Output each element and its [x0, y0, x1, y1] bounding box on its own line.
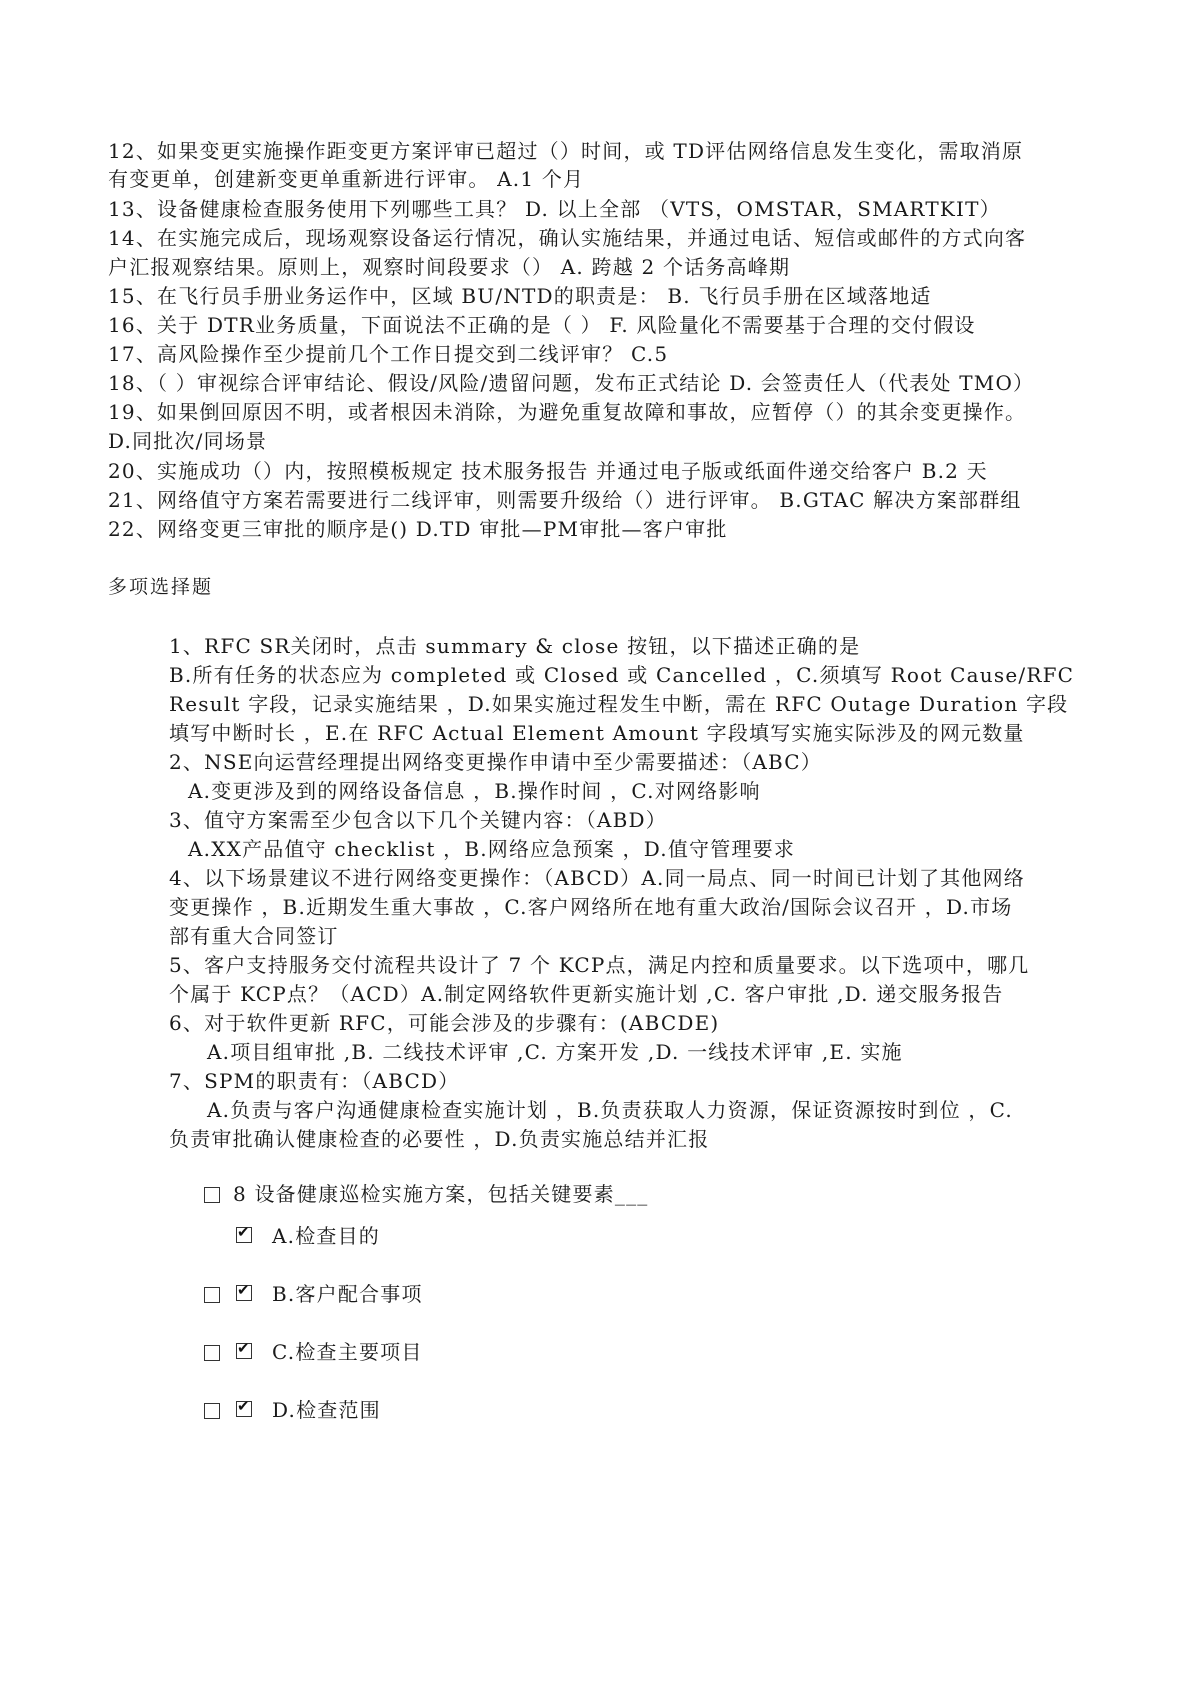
q18-line: 18、（ ）审视综合评审结论、假设/风险/遗留问题，发布正式结论 D. 会签责任人（代表处 TMO）	[108, 371, 1035, 395]
q13-line: 13、设备健康检查服务使用下列哪些工具？ D. 以上全部 （VTS，OMSTAR，SMARTKIT）	[108, 197, 1001, 221]
m1-line-2: B.所有任务的状态应为 completed 或 Closed 或 Cancelled ，C.须填写 Root Cause/RFC	[169, 663, 1075, 687]
m4-line-3: 部有重大合同签订	[169, 924, 339, 948]
option-a-row	[204, 1221, 604, 1251]
q12-line-1: 12、如果变更实施操作距变更方案评审已超过（）时间，或 TD评估网络信息发生变化，需取消原	[108, 139, 1024, 163]
option-b-outer-checkbox[interactable]	[204, 1287, 220, 1303]
m4-line-2: 变更操作 ，B.近期发生重大事故 ，C.客户网络所在地有重大政治/国际会议召开 ，D.市场	[169, 895, 1013, 919]
m1-line-3: Result 字段，记录实施结果 ，D.如果实施过程发生中断，需在 RFC Outage Duration 字段	[169, 692, 1069, 716]
option-c-row	[204, 1337, 604, 1367]
q14-line-2: 户汇报观察结果。原则上，观察时间段要求（） A. 跨越 2 个话务高峰期	[108, 255, 791, 279]
m5-line-1: 5、客户支持服务交付流程共设计了 7 个 KCP点，满足内控和质量要求。以下选项中，哪几	[169, 953, 1030, 977]
q8-checkbox[interactable]	[204, 1187, 220, 1203]
m7-line-1: 7、SPM的职责有：（ABCD）	[169, 1069, 460, 1093]
m3-line-1: 3、值守方案需至少包含以下几个关键内容：（ABD）	[169, 808, 667, 832]
m5-line-2: 个属于 KCP点？（ACD）A.制定网络软件更新实施计划 ,C. 客户审批 ,D. 递交服务报告	[169, 982, 1004, 1006]
m2-line-1: 2、NSE向运营经理提出网络变更操作申请中至少需要描述：（ABC）	[169, 750, 822, 774]
q17-line: 17、高风险操作至少提前几个工作日提交到二线评审？ C.5	[108, 342, 669, 366]
option-d-row	[204, 1395, 604, 1425]
m2-line-2: A.变更涉及到的网络设备信息 ，B.操作时间 ，C.对网络影响	[188, 779, 761, 803]
m4-line-1: 4、以下场景建议不进行网络变更操作：（ABCD）A.同一局点、同一时间已计划了其他网络	[169, 866, 1025, 890]
q8-question-text: 8 设备健康巡检实施方案，包括关键要素___	[233, 1182, 649, 1206]
q19-line-2: D.同批次/同场景	[108, 429, 268, 453]
q16-line: 16、关于 DTR业务质量，下面说法不正确的是（ ） F. 风险量化不需要基于合理的交付假设	[108, 313, 976, 337]
option-d-checkbox[interactable]	[236, 1401, 252, 1417]
q20-line: 20、实施成功（）内，按照模板规定 技术服务报告 并通过电子版或纸面件递交给客户 B.2 天	[108, 459, 988, 483]
q19-line-1: 19、如果倒回原因不明，或者根因未消除，为避免重复故障和事故，应暂停（）的其余变更操作。	[108, 400, 1027, 424]
m7-line-3: 负责审批确认健康检查的必要性 ，D.负责实施总结并汇报	[169, 1127, 710, 1151]
option-b-checkbox[interactable]	[236, 1285, 252, 1301]
option-b-label: B.客户配合事项	[272, 1282, 423, 1306]
m7-line-2: A.负责与客户沟通健康检查实施计划 ，B.负责获取人力资源，保证资源按时到位 ，C.	[207, 1098, 1013, 1122]
option-d-label: D.检查范围	[272, 1398, 381, 1422]
q14-line-1: 14、在实施完成后，现场观察设备运行情况，确认实施结果，并通过电话、短信或邮件的方式向客	[108, 226, 1027, 250]
option-a-label: A.检查目的	[272, 1224, 381, 1248]
q12-line-2: 有变更单，创建新变更单重新进行评审。 A.1 个月	[108, 167, 585, 191]
m1-line-4: 填写中断时长 ，E.在 RFC Actual Element Amount 字段填写实施实际涉及的网元数量	[169, 721, 1025, 745]
q21-line: 21、网络值守方案若需要进行二线评审，则需要升级给（）进行评审。 B.GTAC 解决方案部群组	[108, 488, 1022, 512]
q15-line: 15、在飞行员手册业务运作中，区域 BU/NTD的职责是： B. 飞行员手册在区域落地适	[108, 284, 932, 308]
option-d-outer-checkbox[interactable]	[204, 1403, 220, 1419]
q8-question-row	[204, 1179, 764, 1209]
multi-choice-heading: 多项选择题	[108, 576, 214, 598]
m6-line-1: 6、对于软件更新 RFC，可能会涉及的步骤有：(ABCDE)	[169, 1011, 720, 1035]
option-c-checkbox[interactable]	[236, 1343, 252, 1359]
option-c-outer-checkbox[interactable]	[204, 1345, 220, 1361]
m3-line-2: A.XX产品值守 checklist ，B.网络应急预案 ，D.值守管理要求	[188, 837, 796, 861]
q22-line: 22、网络变更三审批的顺序是() D.TD 审批—PM审批—客户审批	[108, 517, 728, 541]
m1-line-1: 1、RFC SR关闭时，点击 summary & close 按钮，以下描述正确的是	[169, 634, 861, 658]
m6-line-2: A.项目组审批 ,B. 二线技术评审 ,C. 方案开发 ,D. 一线技术评审 ,E. 实施	[207, 1040, 903, 1064]
option-b-row	[204, 1279, 604, 1309]
option-a-checkbox[interactable]	[236, 1227, 252, 1243]
option-c-label: C.检查主要项目	[272, 1340, 423, 1364]
